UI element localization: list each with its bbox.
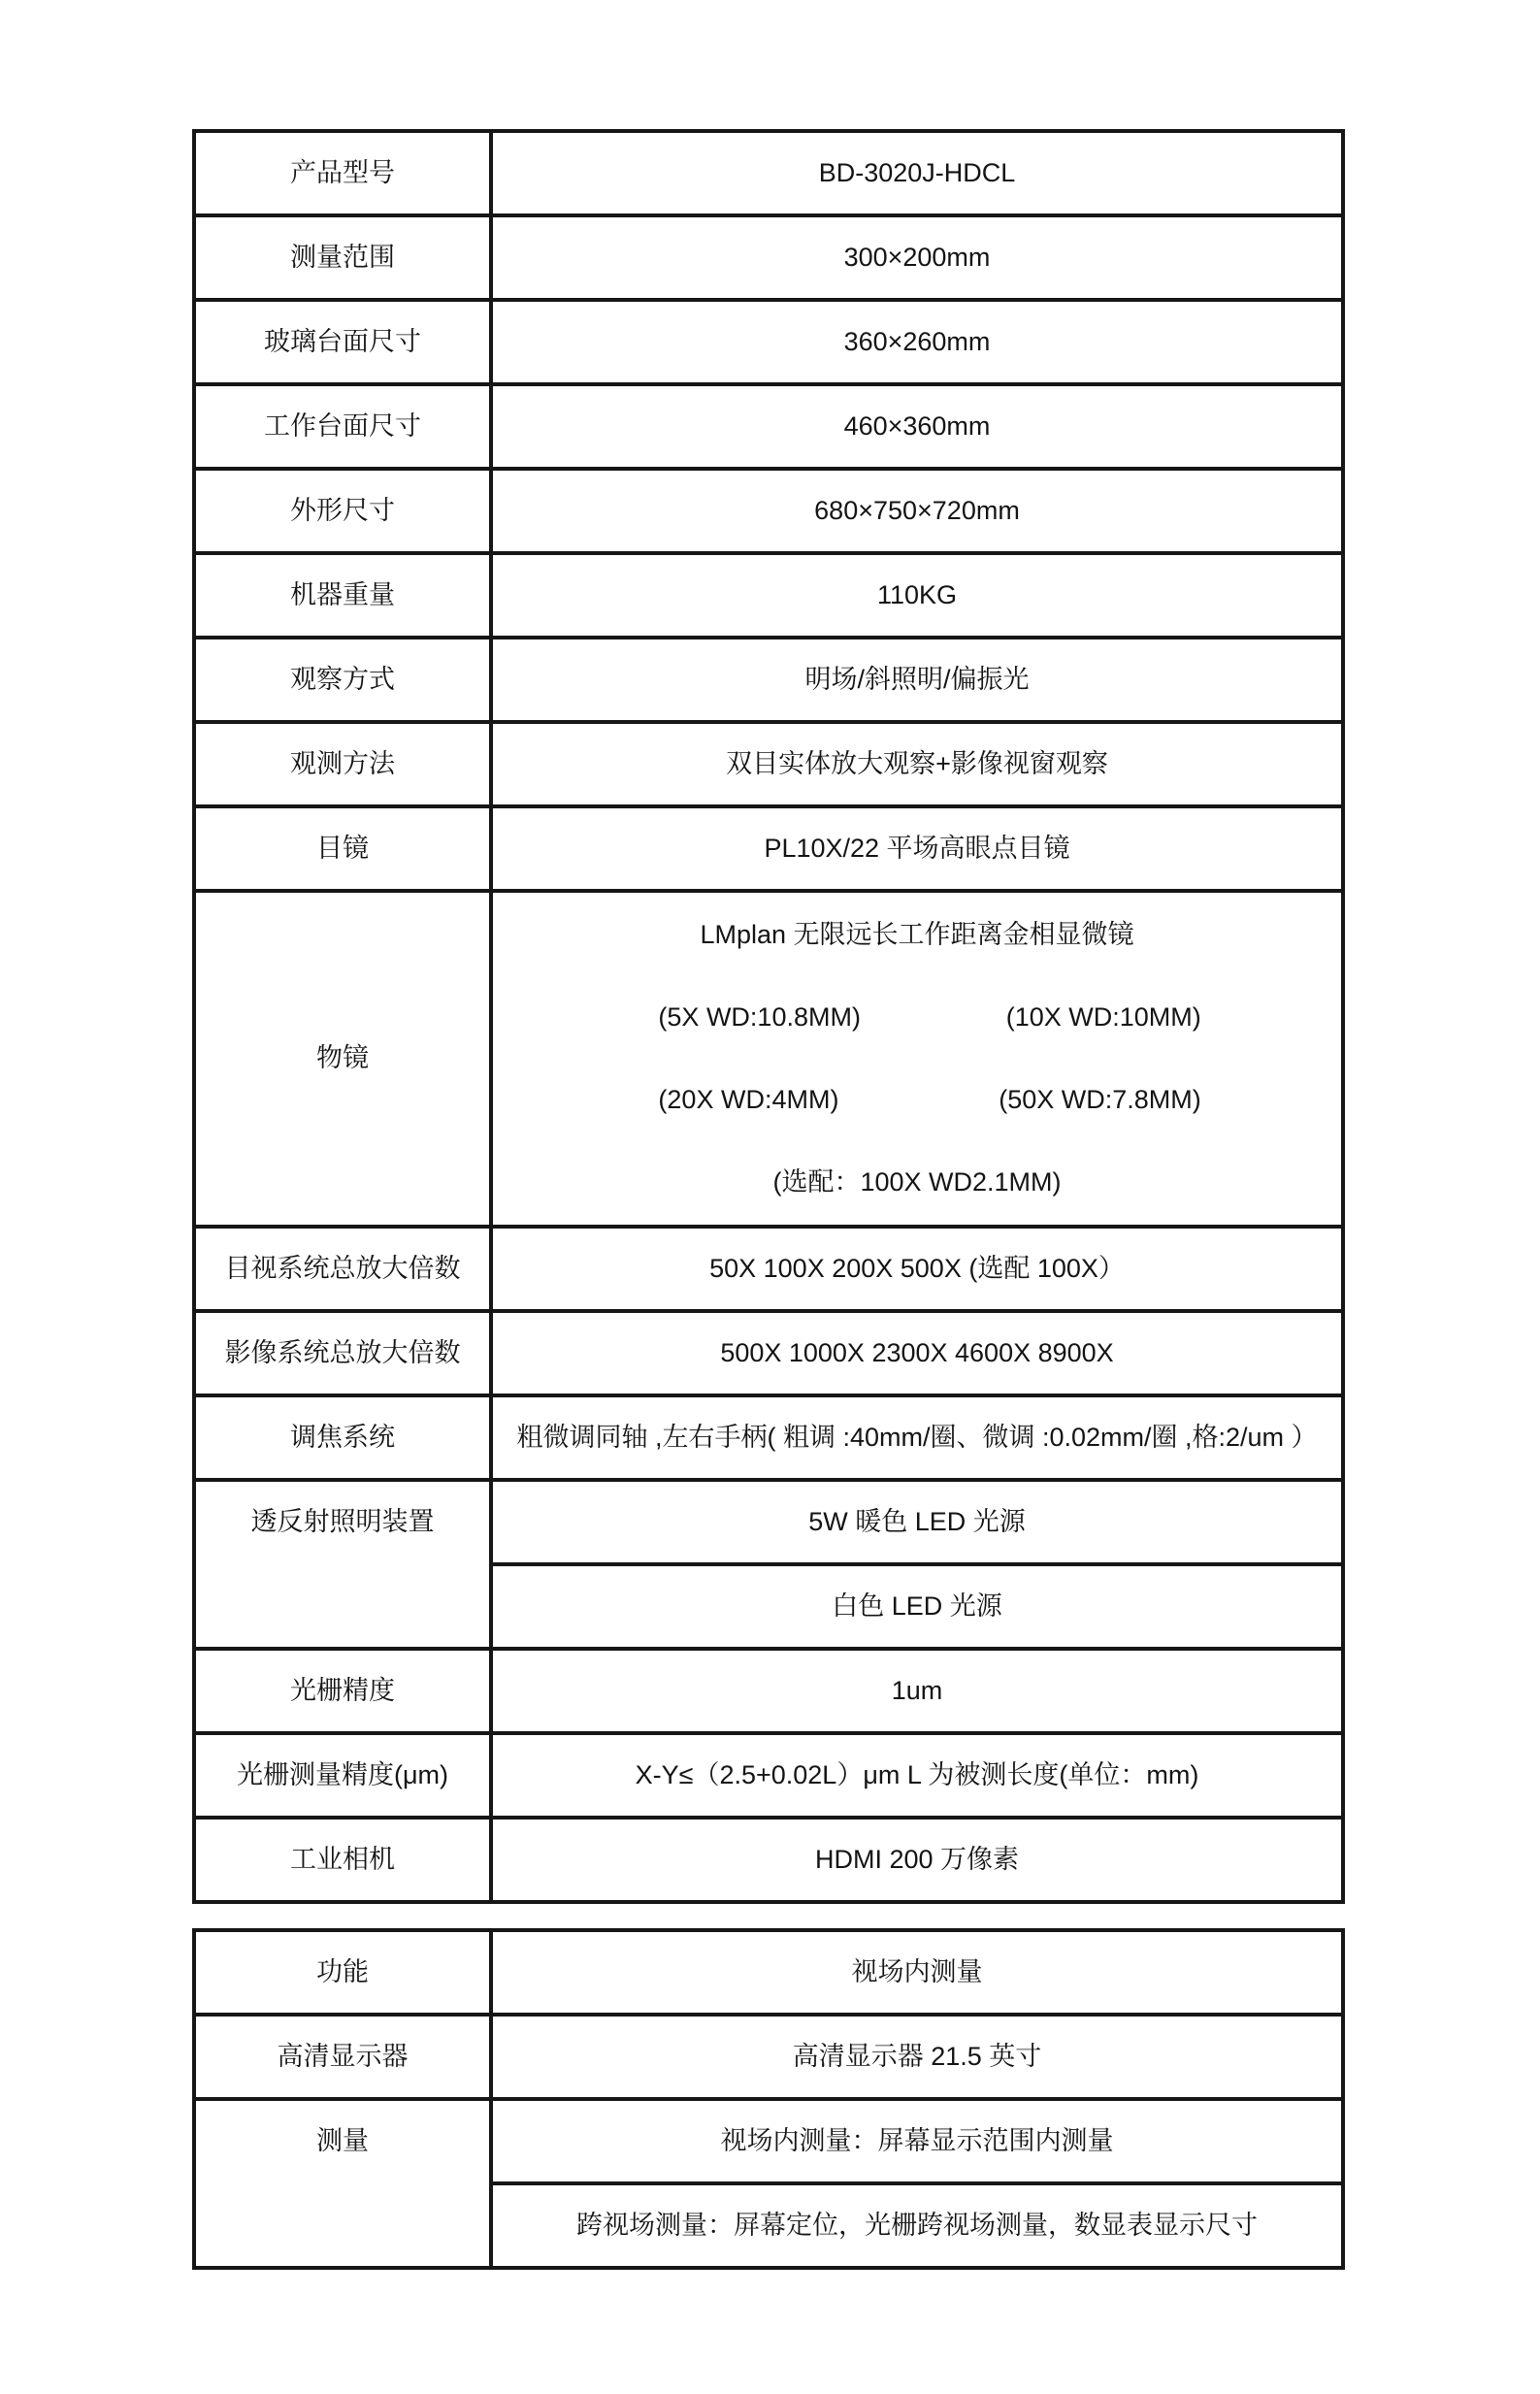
spec-value: 白色 LED 光源 bbox=[832, 1591, 1002, 1621]
spec-value-cell bbox=[491, 131, 1343, 215]
spec-label-cell bbox=[194, 384, 491, 469]
row-observation-method bbox=[194, 722, 1343, 806]
spec-label-cell bbox=[194, 553, 491, 638]
row-product-model bbox=[194, 131, 1343, 215]
spec-label: 观测方法 bbox=[290, 748, 395, 778]
row-objective bbox=[194, 891, 1343, 1227]
spec-value-cell bbox=[491, 215, 1343, 300]
spec-value: 5W 暖色 LED 光源 bbox=[808, 1506, 1026, 1536]
spec-label: 工作台面尺寸 bbox=[264, 410, 421, 441]
spec-label: 物镜 bbox=[316, 1043, 369, 1073]
row-measurement bbox=[194, 2099, 1343, 2183]
spec-label-cell bbox=[194, 1733, 491, 1818]
row-worktable-size bbox=[194, 384, 1343, 469]
spec-label-cell bbox=[194, 638, 491, 722]
row-eyepiece bbox=[194, 806, 1343, 891]
row-observation-mode bbox=[194, 638, 1343, 722]
spec-value-cell bbox=[491, 1818, 1343, 1902]
spec-value-cell bbox=[491, 722, 1343, 806]
spec-label-cell bbox=[194, 2099, 491, 2268]
function-table bbox=[192, 1928, 1345, 2270]
spec-label-cell bbox=[194, 469, 491, 553]
spec-value: 680×750×720mm bbox=[814, 495, 1020, 525]
spec-label: 测量范围 bbox=[290, 242, 395, 272]
spec-label-cell bbox=[194, 722, 491, 806]
spec-label-cell bbox=[194, 300, 491, 384]
objective-detail bbox=[493, 893, 1341, 1225]
spec-label-cell bbox=[194, 1930, 491, 2015]
row-focusing-system bbox=[194, 1395, 1343, 1480]
spec-label-cell bbox=[194, 891, 491, 1227]
row-glass-stage-size bbox=[194, 300, 1343, 384]
objective-line-title: LMplan 无限远长工作距离金相显微镜 bbox=[700, 919, 1134, 949]
row-grating-resolution bbox=[194, 1649, 1343, 1733]
spec-value-cell bbox=[491, 2183, 1343, 2268]
row-illumination bbox=[194, 1480, 1343, 1564]
spec-label: 工业相机 bbox=[290, 1844, 395, 1874]
spec-value: 500X 1000X 2300X 4600X 8900X bbox=[720, 1337, 1114, 1367]
objective-5x: (5X WD:10.8MM) bbox=[658, 1001, 861, 1032]
objective-20x: (20X WD:4MM) bbox=[658, 1084, 839, 1114]
spec-label: 高清显示器 bbox=[277, 2041, 409, 2071]
spec-label: 光栅测量精度(μm) bbox=[236, 1759, 449, 1789]
spec-value-cell bbox=[491, 300, 1343, 384]
spec-value: HDMI 200 万像素 bbox=[814, 1844, 1020, 1874]
objective-10x: (10X WD:10MM) bbox=[1005, 1001, 1201, 1032]
row-measuring-range bbox=[194, 215, 1343, 300]
objective-line-optional: (选配：100X WD2.1MM) bbox=[772, 1166, 1062, 1197]
spec-value: 粗微调同轴 ,左右手柄( 粗调 :40mm/圈、微调 :0.02mm/圈 ,格:2/um ） bbox=[516, 1422, 1318, 1452]
spec-value: X-Y≤（2.5+0.02L）μm L 为被测长度(单位：mm) bbox=[635, 1759, 1199, 1789]
spec-value-cell bbox=[491, 1649, 1343, 1733]
spec-value-cell bbox=[491, 553, 1343, 638]
spec-value: 460×360mm bbox=[843, 410, 991, 441]
spec-label-cell bbox=[194, 806, 491, 891]
spec-label: 影像系统总放大倍数 bbox=[224, 1337, 461, 1367]
spec-label-cell bbox=[194, 1395, 491, 1480]
spec-label: 光栅精度 bbox=[290, 1675, 395, 1705]
row-grating-accuracy bbox=[194, 1733, 1343, 1818]
spec-value: 110KG bbox=[876, 579, 958, 609]
row-industrial-camera bbox=[194, 1818, 1343, 1902]
spec-label: 外形尺寸 bbox=[290, 495, 395, 525]
spec-value-cell bbox=[491, 1564, 1343, 1649]
spec-value: 50X 100X 200X 500X (选配 100X） bbox=[709, 1253, 1125, 1283]
spec-label: 透反射照明装置 bbox=[250, 1506, 435, 1536]
spec-value: 视场内测量 bbox=[851, 1956, 983, 1986]
spec-label: 产品型号 bbox=[290, 157, 395, 187]
spec-value: 360×260mm bbox=[843, 326, 991, 356]
spec-table bbox=[192, 129, 1345, 1904]
row-hd-monitor bbox=[194, 2015, 1343, 2099]
spec-value-cell bbox=[491, 384, 1343, 469]
objective-line-20x-50x bbox=[493, 1059, 1341, 1141]
spec-label-cell bbox=[194, 1311, 491, 1395]
spec-value-cell bbox=[491, 1311, 1343, 1395]
row-visual-magnification bbox=[194, 1227, 1343, 1311]
spec-value-cell bbox=[491, 806, 1343, 891]
spec-label-cell bbox=[194, 1818, 491, 1902]
spec-label: 目视系统总放大倍数 bbox=[224, 1253, 461, 1283]
spec-label-cell bbox=[194, 215, 491, 300]
row-machine-weight bbox=[194, 553, 1343, 638]
row-function bbox=[194, 1930, 1343, 2015]
spec-label-cell bbox=[194, 1480, 491, 1649]
spec-label-cell bbox=[194, 1227, 491, 1311]
spec-value-cell bbox=[491, 1480, 1343, 1564]
spec-value: BD-3020J-HDCL bbox=[818, 157, 1016, 187]
spec-value-cell bbox=[491, 891, 1343, 1227]
spec-label: 玻璃台面尺寸 bbox=[264, 326, 421, 356]
row-dimensions bbox=[194, 469, 1343, 553]
spec-value-cell bbox=[491, 1930, 1343, 2015]
spec-value: 1um bbox=[891, 1675, 943, 1705]
objective-line-5x-10x bbox=[493, 976, 1341, 1059]
spec-value: 高清显示器 21.5 英寸 bbox=[792, 2041, 1042, 2071]
spec-label: 测量 bbox=[316, 2125, 369, 2155]
spec-value-cell bbox=[491, 469, 1343, 553]
spec-value: PL10X/22 平场高眼点目镜 bbox=[764, 833, 1070, 863]
spec-value-cell bbox=[491, 2099, 1343, 2183]
spec-label: 功能 bbox=[316, 1956, 369, 1986]
spec-value: 视场内测量：屏幕显示范围内测量 bbox=[720, 2125, 1114, 2155]
spec-label-cell bbox=[194, 1649, 491, 1733]
spec-value-cell bbox=[491, 2015, 1343, 2099]
objective-50x: (50X WD:7.8MM) bbox=[999, 1084, 1201, 1114]
spec-value: 300×200mm bbox=[843, 242, 991, 272]
spec-label: 观察方式 bbox=[290, 664, 395, 694]
spec-value: 跨视场测量：屏幕定位，光栅跨视场测量，数显表显示尺寸 bbox=[576, 2210, 1258, 2240]
spec-value-cell bbox=[491, 638, 1343, 722]
spec-value: 明场/斜照明/偏振光 bbox=[804, 664, 1030, 694]
spec-value-cell bbox=[491, 1733, 1343, 1818]
spec-label-cell bbox=[194, 131, 491, 215]
spec-value-cell bbox=[491, 1227, 1343, 1311]
row-video-magnification bbox=[194, 1311, 1343, 1395]
spec-label: 机器重量 bbox=[290, 579, 395, 609]
spec-label: 目镜 bbox=[316, 833, 369, 863]
spec-label-cell bbox=[194, 2015, 491, 2099]
spec-value-cell bbox=[491, 1395, 1343, 1480]
spec-value: 双目实体放大观察+影像视窗观察 bbox=[726, 748, 1108, 778]
spec-label: 调焦系统 bbox=[290, 1422, 395, 1452]
